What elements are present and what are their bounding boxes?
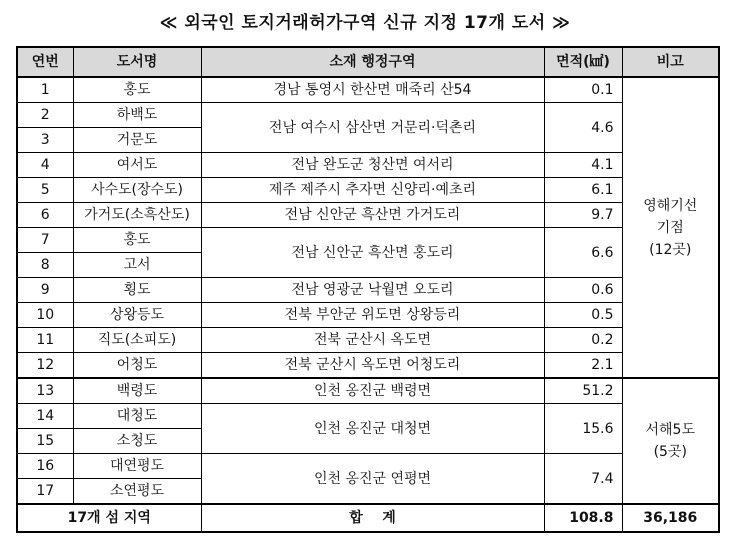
table-row (17, 278, 719, 303)
table-row (17, 378, 719, 404)
row-island: 하백도 (73, 103, 201, 128)
row-no: 7 (17, 228, 73, 253)
row-no: 4 (17, 153, 73, 178)
row-region: 경남 통영시 한산면 매죽리 산54 (201, 77, 544, 103)
row-region: 제주 제주시 추자면 신양리·예초리 (201, 178, 544, 203)
note-line: 기점 (656, 219, 684, 236)
table-row (17, 178, 719, 203)
row-island: 소연평도 (73, 479, 201, 505)
row-area: 6.1 (544, 178, 622, 203)
table-row (17, 153, 719, 178)
row-area: 51.2 (544, 378, 622, 404)
row-island: 대연평도 (73, 454, 201, 479)
note-group2 (622, 378, 719, 504)
header-no: 연번 (17, 47, 73, 77)
island-table (16, 46, 720, 533)
row-no: 2 (17, 103, 73, 128)
row-island: 직도(소피도) (73, 328, 201, 353)
row-region: 인천 옹진군 대청면 (201, 404, 544, 454)
row-area: 9.7 (544, 203, 622, 228)
row-no: 17 (17, 479, 73, 505)
table-row (17, 303, 719, 328)
note-line: (5곳) (653, 444, 687, 460)
total-note: 36,186 (622, 504, 719, 532)
row-no: 5 (17, 178, 73, 203)
header-note: 비고 (622, 47, 719, 77)
row-island: 횡도 (73, 278, 201, 303)
row-area: 0.6 (544, 278, 622, 303)
row-region: 전남 여수시 삼산면 거문리·덕촌리 (201, 103, 544, 153)
row-no: 6 (17, 203, 73, 228)
row-island: 상왕등도 (73, 303, 201, 328)
header-row (17, 47, 719, 77)
row-island: 고서 (73, 253, 201, 278)
row-region: 전북 군산시 옥도면 어청도리 (201, 353, 544, 379)
row-island: 소청도 (73, 429, 201, 454)
row-no: 8 (17, 253, 73, 278)
row-area: 4.1 (544, 153, 622, 178)
row-island: 가거도(소흑산도) (73, 203, 201, 228)
row-island: 홍도 (73, 228, 201, 253)
row-no: 16 (17, 454, 73, 479)
note-group1 (622, 77, 719, 378)
table-row (17, 353, 719, 379)
row-region: 전남 영광군 낙월면 오도리 (201, 278, 544, 303)
table-row (17, 203, 719, 228)
note-line: 서해5도 (645, 422, 695, 438)
note-line: 영해기선 (643, 197, 698, 214)
total-area: 108.8 (544, 504, 622, 532)
row-region: 전북 부안군 위도면 상왕등리 (201, 303, 544, 328)
row-region: 전남 완도군 청산면 여서리 (201, 153, 544, 178)
table-row (17, 77, 719, 103)
row-region: 인천 옹진군 백령면 (201, 378, 544, 404)
row-no: 12 (17, 353, 73, 379)
table-row (17, 103, 719, 128)
row-region: 전남 신안군 흑산면 가거도리 (201, 203, 544, 228)
row-region: 전북 군산시 옥도면 (201, 328, 544, 353)
row-island: 거문도 (73, 128, 201, 153)
row-island: 여서도 (73, 153, 201, 178)
row-no: 1 (17, 77, 73, 103)
row-no: 15 (17, 429, 73, 454)
document-title: ≪ 외국인 토지거래허가구역 신규 지정 17개 도서 ≫ (159, 13, 571, 33)
row-area: 7.4 (544, 454, 622, 505)
row-no: 10 (17, 303, 73, 328)
row-no: 3 (17, 128, 73, 153)
table-row (17, 454, 719, 479)
table-row (17, 228, 719, 253)
header-region: 소재 행정구역 (201, 47, 544, 77)
row-area: 0.2 (544, 328, 622, 353)
header-island: 도서명 (73, 47, 201, 77)
row-island: 백령도 (73, 378, 201, 404)
row-area: 0.5 (544, 303, 622, 328)
total-sum-label: 합 계 (201, 504, 544, 532)
header-area: 면적(㎢) (544, 47, 622, 77)
row-area: 4.6 (544, 103, 622, 153)
row-island: 어청도 (73, 353, 201, 379)
row-island: 대청도 (73, 404, 201, 429)
total-row (17, 504, 719, 532)
row-area: 6.6 (544, 228, 622, 278)
total-label: 17개 섬 지역 (17, 504, 201, 532)
row-no: 14 (17, 404, 73, 429)
row-no: 11 (17, 328, 73, 353)
row-island: 사수도(장수도) (73, 178, 201, 203)
row-area: 2.1 (544, 353, 622, 379)
table-row (17, 328, 719, 353)
note-line: (12곳) (649, 241, 692, 258)
table-row (17, 404, 719, 429)
row-island: 홍도 (73, 77, 201, 103)
row-no: 9 (17, 278, 73, 303)
row-region: 인천 옹진군 연평면 (201, 454, 544, 505)
row-no: 13 (17, 378, 73, 404)
row-area: 15.6 (544, 404, 622, 454)
row-area: 0.1 (544, 77, 622, 103)
row-region: 전남 신안군 흑산면 홍도리 (201, 228, 544, 278)
